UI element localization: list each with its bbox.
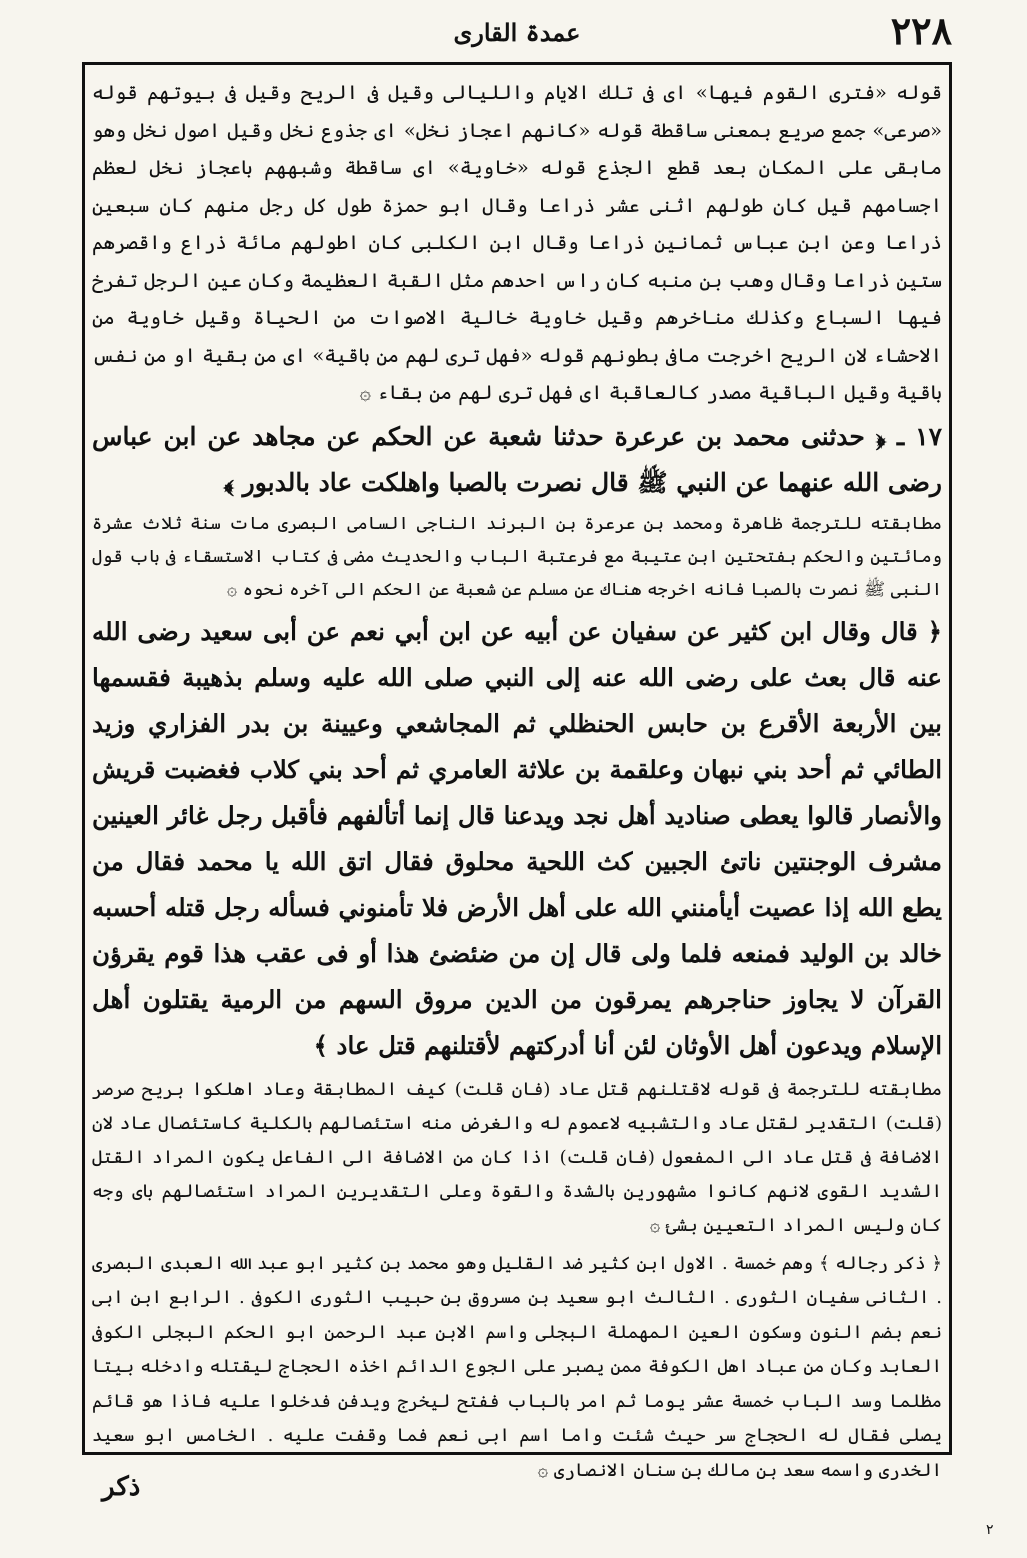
hadith-quote: ﴿ قال وقال ابن كثير عن سفيان عن أبيه عن ابن أبي نعم عن أبى سعيد رضى الله عنه قال بعث على رضى الله عنه إلى النبي صلى الله عليه وسلم بذهيبة فقسمها بين الأربعة الأقرع بن حابس الحنظلي ثم المجاشعي وعيينة بن بدر الفزاري وزيد الطائي ثم أحد بني نبهان وعلقمة بن علاثة العامري ثم أحد بني كلاب فغضبت قريش والأنصار قالوا يعطى صناديد أهل نجد ويدعنا قال إنما أتألفهم فأقبل رجل غائر العينين مشرف الوجنتين ناتئ الجبين كث اللحية محلوق فقال اتق الله يا محمد فقال من يطع الله إذا عصيت أيأمنني الله على أهل الأرض فلا تأمنوني فسأله رجل قتله أحسبه خالد بن الوليد فمنعه فلما ولى قال إن من ضئضئ هذا أو فى عقب هذا قوم يقرؤن القرآن لا يجاوز حناجرهم يمرقون من الدين مروق السهم من الرمية يقتلون أهل الإسلام ويدعون أهل الأوثان لئن أنا أدركتهم لأقتلنهم قتل عاد ﴾ [92, 616, 942, 1060]
top-border [82, 62, 952, 65]
page-number: ٢٢٨ [890, 8, 952, 53]
rijal-section: ﴿ ذكر رجاله ﴾ وهم خمسة . الاول ابن كثير ضد القليل وهو محمد بن كثير ابو عبد الله العبدى البصرى . الثانى سفيان الثورى . الثالث ابو سعيد بن مسروق بن حبيب الثورى الكوفى . الرابع ابن ابى نعم بضم النون وسكون العين المهملة البجلى واسم الابن عبد الرحمن ابو الحكم البجلى الكوفى العابد وكان من عباد اهل الكوفة ممن يصبر على الجوع الدائم اخذه الحجاج ليقتله وادخله بيتا مظلما وسد الباب خمسة عشر يوما ثم امر بالباب ففتح ليخرج ويدفن فدخلوا عليه فاذا هو قائم يصلى فقال له الحجاج سر حيث شئت واما اسم ابى نعم فما وقفت عليه . الخامس ابو سعيد الخدرى واسمه سعد بن مالك بن سنان الانصارى ۞ [92, 1252, 942, 1481]
corner-mark: ٢ [986, 1522, 994, 1538]
hadith-17: ١٧ ـ ﴿ حدثنى محمد بن عرعرة حدثنا شعبة عن الحكم عن مجاهد عن ابن عباس رضى الله عنهما عن النبي ﷺ قال نصرت بالصبا واهلكت عاد بالدبور ﴾ [92, 421, 942, 497]
running-title: عمدۃ القاری [453, 18, 581, 47]
page-header [82, 6, 952, 64]
page-content [92, 74, 942, 1488]
catchword: ذكر [102, 1472, 141, 1502]
commentary-paragraph: قوله «فترى القوم فيها» اى فى تلك الايام والليالى وقيل فى الريح وقيل فى بيوتهم قوله «صرعى» جمع صريع بمعنى ساقطة قوله «كانهم اعجاز نخل» اى جذوع نخل وقيل اصول نخل وهو مابقى على المكان بعد قطع الجذع قوله «خاوية» اى ساقطة وشبههم باعجاز نخل لعظم اجسامهم قيل كان طولهم اثنى عشر ذراعا وقال ابو حمزة طول كل رجل منهم كان سبعين ذراعا وعن ابن عباس ثمانين ذراعا وقال ابن الكلبى كان اطولهم مائة ذراع واقصرهم ستين ذراعا وقال وهب بن منبه كان راس احدهم مثل القبة العظيمة وكان عين الرجل تفرخ فيها السباع وكذلك مناخرهم وقيل خاوية خالية الاصوات من الحياة وقيل خاوية من الاحشاء لان الريح اخرجت مافى بطونهم قوله «فهل ترى لهم من باقية» اى من بقية او من نفس باقية وقيل الباقية مصدر كالعاقبة اى فهل ترى لهم من بقاء ۞ [92, 81, 942, 404]
hadith-commentary: مطابقته للترجمة ظاهرة ومحمد بن عرعرة بن البرند الناجى السامى البصرى مات سنة ثلاث عشرة ومائتين والحكم بفتحتين ابن عتيبة مع فرعتبة الباب والحديث مضى فى كتاب الاستسقاء فى باب قول النبى ﷺ نصرت بالصبا فانه اخرجه هناك عن مسلم عن شعبة عن الحكم الى آخره نحوه ۞ [92, 513, 942, 600]
left-border [82, 62, 85, 1455]
right-border [949, 62, 952, 1455]
munasaba-discussion: مطابقته للترجمة فى قوله لاقتلنهم قتل عاد (فان قلت) كيف المطابقة وعاد اهلكوا بريح صرصر (قلت) التقدير لقتل عاد والتشبيه لاعموم له والغرض منه استئصالهم بالكلية كاستئصال عاد لان الاضافة فى قتل عاد الى المفعول (فان قلت) اذا كان من الاضافة الى الفاعل يكون المراد القتل الشديد القوى لانهم كانوا مشهورين بالشدة والقوة وعلى التقديرين المراد استئصالهم باى وجه كان وليس المراد التعيين بشئ ۞ [92, 1078, 942, 1236]
